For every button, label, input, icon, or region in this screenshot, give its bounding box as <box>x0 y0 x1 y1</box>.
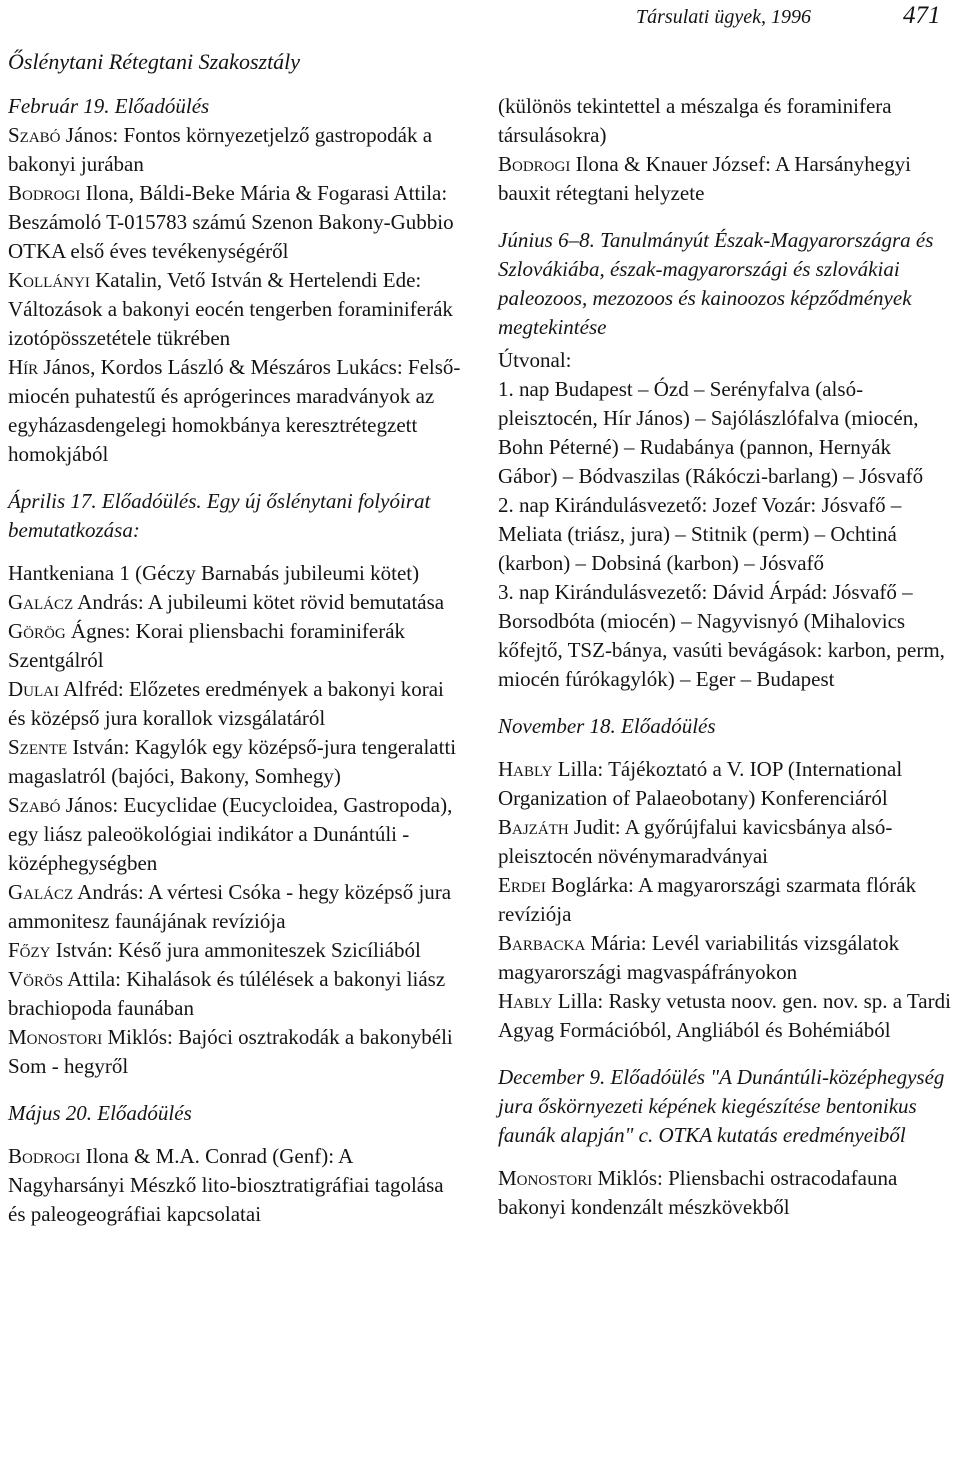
meeting-heading-november: November 18. Előadóülés <box>498 714 716 738</box>
talk-author: Bodrogi <box>8 181 81 205</box>
talk-entry <box>8 266 463 353</box>
talk-text: Ilona & M.A. Conrad (Genf): A Nagyharsányi Mészkő lito-biosztratigráfiai tagolása és paleogeográfiai kapcsolatai <box>8 1144 444 1226</box>
talk-text: Mária: Levél variabilitás vizsgálatok magyarországi magvaspáfrányokon <box>498 931 900 984</box>
talk-text: János, Kordos László & Mészáros Lukács: Felső-miocén puhatestű és aprógerinces maradványok az egyházasdengelegi homokbánya keresztrétegzett homokjából <box>8 355 461 466</box>
talk-entry <box>8 179 463 266</box>
page-number: 471 <box>903 2 941 29</box>
talk-text: Hantkeniana 1 (Géczy Barnabás jubileumi kötet) <box>8 561 420 585</box>
talk-author: Bodrogi <box>498 152 571 176</box>
talk-entry <box>498 987 953 1045</box>
talk-entry <box>8 617 463 675</box>
field-trip-heading-june: Június 6–8. Tanulmányút Észak-Magyarországra és Szlovákiába, észak-magyarországi és szlovákiai paleozoos, mezozoos és kainoozos képződmények megtekintése <box>498 228 934 339</box>
journal-running-title: Társulati ügyek, 1996 <box>636 6 811 28</box>
december-talk-list <box>498 1164 953 1222</box>
page-header <box>0 2 960 32</box>
talk-entry <box>8 965 463 1023</box>
talk-text: István: Késő jura ammoniteszek Szicíliából <box>50 938 421 962</box>
talk-entry <box>498 1164 953 1222</box>
talk-author: Erdei <box>498 873 546 897</box>
talk-continuation: (különös tekintettel a mészalga és foraminifera társulásokra) <box>498 94 892 147</box>
talk-entry <box>8 936 463 965</box>
talk-text: Miklós: Pliensbachi ostracodafauna bakonyi kondenzált mészkövekből <box>498 1166 898 1219</box>
february-talk-list <box>8 121 463 469</box>
meeting-heading-may: Május 20. Előadóülés <box>8 1101 192 1125</box>
talk-entry <box>8 1023 463 1081</box>
talk-entry <box>498 871 953 929</box>
talk-text: Alfréd: Előzetes eredmények a bakonyi korai és középső jura korallok vizsgálatáról <box>8 677 444 730</box>
talk-author: Bajzáth <box>498 815 569 839</box>
talk-author: Főzy <box>8 938 51 962</box>
talk-text: István: Kagylók egy középső-jura tengeralatti magaslatról (bajóci, Bakony, Somhegy) <box>8 735 457 788</box>
meeting-heading-april: Április 17. Előadóülés. Egy új őslénytani folyóirat bemutatkozása: <box>8 489 431 542</box>
talk-text: Lilla: Rasky vetusta noov. gen. nov. sp. a Tardi Agyag Formációból, Angliából és Bohémiából <box>498 989 951 1042</box>
talk-entry <box>8 588 463 617</box>
talk-author: Bodrogi <box>8 1144 81 1168</box>
left-column <box>8 47 463 1229</box>
route-day: 1. nap Budapest – Ózd – Serényfalva (alsó-pleisztocén, Hír János) – Sajólászlófalva (miocén, Bohn Péterné) – Rudabánya (pannon, Hernyák Gábor) – Bódvaszilas (Rákóczi-barlang) – Jósvafő <box>498 377 924 488</box>
talk-text: János: Fontos környezetjelző gastropodák a bakonyi jurában <box>8 123 433 176</box>
section-title: Őslénytani Rétegtani Szakosztály <box>8 49 301 74</box>
talk-text: Ilona, Báldi-Beke Mária & Fogarasi Attila: Beszámoló T-015783 számú Szenon Bakony-Gubbio OTKA első éves tevékenységéről <box>8 181 454 263</box>
talk-author: Kollányi <box>8 268 90 292</box>
route-day: 2. nap Kirándulásvezető: Jozef Vozár: Jósvafő – Meliata (triász, jura) – Stitnik (perm) – Ochtiná (karbon) – Dobsiná (karbon) – Jósvafő <box>498 493 902 575</box>
meeting-heading-december: December 9. Előadóülés "A Dunántúli-középhegység jura őskörnyezeti képének kiegészítése bentonikus faunák alapján" c. OTKA kutatás eredményeiből <box>498 1065 945 1147</box>
talk-author: Galácz <box>8 880 74 904</box>
talk-text: János: Eucyclidae (Eucycloidea, Gastropoda), egy liász paleoökológiai indikátor a Dunántúli - középhegységben <box>8 793 453 875</box>
talk-entry <box>498 150 953 208</box>
talk-author: Hably <box>498 757 553 781</box>
talk-entry <box>8 353 463 469</box>
talk-author: Hably <box>498 989 553 1013</box>
talk-text: Lilla: Tájékoztató a V. IOP (International Organization of Palaeobotany) Konferenciáról <box>498 757 903 810</box>
talk-author: Görög <box>8 619 66 643</box>
talk-author: Szabó <box>8 793 61 817</box>
talk-author: Hír <box>8 355 39 379</box>
talk-text: András: A vértesi Csóka - hegy középső jura ammonitesz faunájának revíziója <box>8 880 452 933</box>
november-talk-list <box>498 755 953 1045</box>
talk-entry <box>8 559 463 588</box>
talk-entry <box>8 791 463 878</box>
talk-author: Monostori <box>498 1166 593 1190</box>
talk-author: Vörös <box>8 967 64 991</box>
talk-entry <box>8 121 463 179</box>
talk-text: András: A jubileumi kötet rövid bemutatása <box>73 590 445 614</box>
talk-text: Judit: A győrújfalui kavicsbánya alsó-pleisztocén növénymaradványai <box>498 815 893 868</box>
april-talk-list <box>8 559 463 1081</box>
talk-entry <box>8 675 463 733</box>
route-day: 3. nap Kirándulásvezető: Dávid Árpád: Jósvafő – Borsodbóta (miocén) – Nagyvisnyó (Mihalovics kőfejtő, TSZ-bánya, vasúti bevágások: karbon, perm, miocén fúrókagylók) – Eger – Budapest <box>498 580 945 691</box>
talk-author: Monostori <box>8 1025 103 1049</box>
talk-text: Boglárka: A magyarországi szarmata flórák revíziója <box>498 873 917 926</box>
talk-author: Galácz <box>8 590 74 614</box>
talk-author: Dulai <box>8 677 59 701</box>
talk-author: Barbacka <box>498 931 586 955</box>
talk-entry <box>8 878 463 936</box>
talk-entry <box>498 813 953 871</box>
route-label: Útvonal: <box>498 348 572 372</box>
talk-entry <box>498 929 953 987</box>
may-talk-list <box>8 1142 463 1229</box>
talk-entry <box>8 1142 463 1229</box>
talk-text: Miklós: Bajóci osztrakodák a bakonybéli Som - hegyről <box>8 1025 453 1078</box>
right-column <box>498 92 953 1222</box>
talk-author: Szabó <box>8 123 61 147</box>
talk-entry <box>498 755 953 813</box>
talk-text: Ilona & Knauer József: A Harsányhegyi bauxit rétegtani helyzete <box>498 152 911 205</box>
talk-entry <box>8 733 463 791</box>
route-day-list <box>498 375 953 694</box>
talk-text: Ágnes: Korai pliensbachi foraminiferák Szentgálról <box>8 619 406 672</box>
talk-text: Attila: Kihalások és túlélések a bakonyi liász brachiopoda faunában <box>8 967 446 1020</box>
talk-text: Katalin, Vető István & Hertelendi Ede: Változások a bakonyi eocén tengerben foraminiferák izotópösszetétele tükrében <box>8 268 453 350</box>
talk-author: Szente <box>8 735 68 759</box>
meeting-heading-february: Február 19. Előadóülés <box>8 94 210 118</box>
